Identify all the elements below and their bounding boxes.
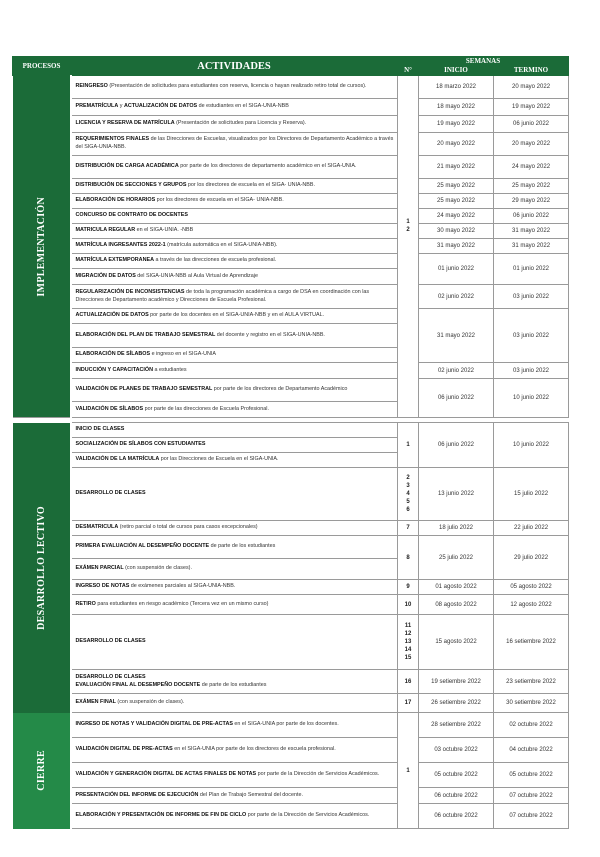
activity-title: VALIDACIÓN DE LA MATRÍCULA — [75, 456, 160, 463]
start-date — [419, 379, 494, 418]
activity-description: y — [118, 103, 124, 110]
week-number: 17 — [404, 700, 412, 706]
start-date — [419, 179, 494, 194]
table-row — [13, 615, 569, 670]
end-date-text: 20 mayo 2022 — [512, 141, 551, 147]
activity-cell — [71, 402, 398, 418]
end-date — [494, 694, 569, 713]
start-date-text: 28 setiembre 2022 — [431, 722, 481, 728]
end-date — [494, 254, 569, 285]
start-date-text: 01 agosto 2022 — [435, 584, 477, 590]
activity-title: SOCIALIZACIÓN DE SÍLABOS CON ESTUDIANTES — [75, 441, 206, 448]
activity-title: DESARROLLO DE CLASES — [75, 638, 146, 645]
activity-description: del SIGA-UNIA-NBB al Aula Virtual de Aprendizaje — [135, 272, 258, 279]
activity-cell — [71, 76, 398, 99]
week-number-cell — [398, 521, 419, 536]
activity-cell — [71, 224, 398, 239]
activity-title: VALIDACIÓN DIGITAL DE PRE-ACTAS — [75, 746, 173, 753]
start-date — [419, 423, 494, 468]
table-row — [13, 763, 569, 788]
table-row — [13, 468, 569, 521]
start-date — [419, 804, 494, 829]
start-date — [419, 209, 494, 224]
week-number: 16 — [404, 678, 412, 685]
activity-description: (Presentación de solicitudes para estudiantes con reserva, licencia o hayan realizado retiro total de cursos). — [107, 83, 367, 90]
activity-description: de parte de los estudiantes — [200, 681, 267, 688]
activity-title-2: EVALUACIÓN FINAL AL DESEMPEÑO DOCENTE — [75, 681, 201, 688]
activity-title: DESMATRICULA — [75, 524, 119, 531]
activity-description: de toda la programación académica a cargo de DSA en coordinación con las Direcciones de Departamento académico y Direcciones de Escuela Profesional. — [75, 288, 370, 303]
start-date-text: 05 octubre 2022 — [434, 772, 478, 778]
activity-cell — [71, 788, 398, 804]
header-actividades: ACTIVIDADES — [71, 57, 398, 76]
end-date-text: 03 junio 2022 — [512, 293, 550, 300]
activity-cell — [71, 363, 398, 379]
end-date — [494, 285, 569, 309]
activity-title: VALIDACIÓN DE SÍLABOS — [75, 405, 144, 412]
activity-cell — [71, 324, 398, 348]
activity-title: ELABORACIÓN Y PRESENTACIÓN DE INFORME DE FIN DE CICLO — [75, 812, 247, 819]
activity-description: por parte de los docentes en el SIGA-UNIA-NBB y en el AULA VIRTUAL. — [148, 312, 325, 319]
activity-description: por parte de las direcciones de Escuela Profesional. — [143, 405, 269, 412]
end-date — [494, 99, 569, 116]
activity-cell — [71, 453, 398, 468]
activity-cell — [71, 379, 398, 402]
activity-title: CONCURSO DE CONTRATO DE DOCENTES — [75, 212, 188, 219]
table-row — [13, 738, 569, 763]
start-date-text: 13 junio 2022 — [437, 491, 475, 497]
table-row — [13, 76, 569, 99]
end-date-text: 20 mayo 2022 — [512, 84, 551, 90]
start-date — [419, 580, 494, 595]
table-row — [13, 521, 569, 536]
start-date — [419, 224, 494, 239]
activity-description: del Plan de Trabajo Semestral del docente. — [198, 791, 303, 798]
week-number: 1 — [406, 442, 410, 448]
end-date — [494, 615, 569, 670]
start-date — [419, 763, 494, 788]
activity-title: MIGRACIÓN DE DATOS — [75, 272, 136, 279]
week-number-cell — [398, 536, 419, 580]
table-row — [13, 580, 569, 595]
end-date — [494, 76, 569, 99]
end-date-text: 15 julio 2022 — [514, 491, 549, 497]
start-date-text: 01 junio 2022 — [437, 266, 475, 272]
activity-cell — [71, 239, 398, 254]
table-row — [13, 363, 569, 379]
activity-description: e ingreso en el SIGA-UNIA — [150, 351, 216, 358]
activity-cell — [71, 738, 398, 763]
activity-cell — [71, 99, 398, 116]
activity-description: de las Direcciones de Escuelas, visualizados por los Directores de Departamento Académico a través del SIGA-UNIA-NBB. — [75, 136, 394, 150]
activity-title: INGRESO DE NOTAS — [75, 583, 130, 590]
activity-title: REQUERIMIENTOS FINALES — [75, 136, 150, 143]
table-row — [13, 156, 569, 179]
activity-cell — [71, 521, 398, 536]
activity-description: del docente y registro en el SIGA-UNIA-NBB. — [215, 331, 325, 338]
start-date — [419, 116, 494, 133]
activity-cell — [71, 713, 398, 738]
start-date — [419, 285, 494, 309]
start-date-text: 31 mayo 2022 — [436, 243, 476, 249]
week-number-cell — [398, 468, 419, 521]
start-date — [419, 239, 494, 254]
week-number-cell — [398, 713, 419, 829]
start-date-text: 21 mayo 2022 — [436, 164, 476, 170]
process-label: DESARROLLO LECTIVO — [35, 505, 47, 630]
end-date — [494, 363, 569, 379]
end-date — [494, 194, 569, 209]
process-label: CIERRE — [35, 750, 47, 791]
activity-cell — [71, 254, 398, 269]
schedule-table-wrapper — [12, 56, 568, 829]
activity-cell — [71, 595, 398, 615]
start-date-text: 15 agosto 2022 — [435, 639, 477, 645]
header-numero: N° — [398, 66, 419, 76]
start-date-text: 31 mayo 2022 — [436, 332, 476, 339]
start-date-text: 18 marzo 2022 — [435, 84, 477, 90]
activity-description: a estudiantes — [152, 366, 187, 373]
start-date-text: 18 julio 2022 — [438, 525, 474, 531]
activity-description: por los directores de escuela en el SIGA- UNIA-NBB. — [186, 182, 315, 189]
end-date — [494, 379, 569, 418]
activity-cell — [71, 194, 398, 209]
week-number-cell — [398, 595, 419, 615]
end-date-text: 03 junio 2022 — [512, 332, 550, 339]
end-date-text: 01 junio 2022 — [512, 266, 550, 272]
week-number: 7 — [406, 525, 410, 531]
end-date-text: 05 agosto 2022 — [510, 584, 552, 590]
end-date — [494, 179, 569, 194]
activity-description: para estudiantes en riesgo académico (Tercera vez en un mismo curso) — [95, 600, 269, 607]
start-date — [419, 738, 494, 763]
activity-cell — [71, 179, 398, 194]
activity-cell — [71, 559, 398, 580]
table-body — [13, 76, 569, 829]
table-row — [13, 670, 569, 694]
week-number: 10 — [404, 601, 412, 608]
table-row — [13, 285, 569, 309]
process-label-cell — [13, 423, 71, 713]
week-number: 1 2 — [406, 219, 410, 233]
activity-title: INICIO DE CLASES — [75, 426, 125, 433]
activity-title: VALIDACIÓN Y GENERACIÓN DIGITAL DE ACTAS FINALES DE NOTAS — [75, 771, 257, 778]
table-row — [13, 713, 569, 738]
end-date — [494, 156, 569, 179]
activity-cell — [71, 580, 398, 595]
activity-description: (con suspensión de clases). — [123, 565, 192, 572]
start-date — [419, 713, 494, 738]
start-date-text: 06 junio 2022 — [437, 442, 475, 448]
activity-cell — [71, 536, 398, 559]
activity-title: MATRICULA REGULAR — [75, 227, 136, 234]
table-row — [13, 254, 569, 269]
start-date — [419, 670, 494, 694]
table-row — [13, 239, 569, 254]
activity-title: LICENCIA Y RESERVA DE MATRÍCULA — [75, 120, 175, 127]
end-date-text: 19 mayo 2022 — [512, 104, 551, 110]
activity-cell — [71, 670, 398, 694]
end-date-text: 22 julio 2022 — [514, 525, 549, 531]
end-date — [494, 116, 569, 133]
process-label-cell — [13, 713, 71, 829]
activity-title: DISTRIBUCIÓN DE SECCIONES Y GRUPOS — [75, 182, 187, 189]
week-number: 1 — [406, 767, 410, 774]
end-date — [494, 468, 569, 521]
start-date — [419, 133, 494, 156]
activity-cell — [71, 156, 398, 179]
activity-cell — [71, 133, 398, 156]
header-row-1 — [13, 57, 569, 66]
start-date — [419, 309, 494, 363]
activity-cell — [71, 209, 398, 224]
end-date-text: 03 junio 2022 — [512, 367, 550, 374]
start-date-text: 02 junio 2022 — [437, 367, 475, 374]
start-date-text: 18 mayo 2022 — [436, 104, 476, 110]
activity-cell — [71, 285, 398, 309]
end-date-text: 04 octubre 2022 — [509, 747, 553, 753]
start-date — [419, 595, 494, 615]
activity-title: REINGRESO — [75, 83, 108, 90]
activity-description: (Presentación de solicitudes para Licencia y Reserva). — [174, 120, 307, 127]
week-number-cell — [398, 670, 419, 694]
start-date-text: 06 octubre 2022 — [434, 792, 478, 799]
start-date-text: 02 junio 2022 — [437, 293, 475, 300]
week-number-cell — [398, 76, 419, 418]
end-date-text: 07 octubre 2022 — [509, 813, 553, 819]
end-date-text: 02 octubre 2022 — [509, 722, 553, 728]
header-semanas: SEMANAS — [398, 57, 569, 66]
activity-title: EXÁMEN FINAL — [75, 699, 116, 706]
end-date-text: 10 junio 2022 — [512, 395, 550, 401]
end-date — [494, 763, 569, 788]
week-number-cell — [398, 580, 419, 595]
end-date — [494, 309, 569, 363]
header-termino: TERMINO — [494, 66, 569, 76]
table-row — [13, 224, 569, 239]
process-label-cell — [13, 76, 71, 418]
activity-cell — [71, 694, 398, 713]
end-date-text: 31 mayo 2022 — [512, 228, 551, 234]
end-date — [494, 713, 569, 738]
end-date-text: 06 junio 2022 — [512, 121, 550, 127]
start-date-text: 06 junio 2022 — [437, 395, 475, 401]
table-row — [13, 595, 569, 615]
week-number-cell — [398, 423, 419, 468]
start-date — [419, 363, 494, 379]
end-date — [494, 536, 569, 580]
activity-description: en el SIGA-UNIA. -NBB — [135, 227, 194, 234]
activity-title: INGRESO DE NOTAS Y VALIDACIÓN DIGITAL DE PRE-ACTAS — [75, 721, 233, 728]
activity-description: de exámenes parciales al SIGA-UNIA-NBB. — [129, 583, 236, 590]
activity-description: en el SIGA-UNIA por parte de los directores de escuela profesional. — [172, 746, 336, 753]
activity-title: DESARROLLO DE CLASES — [75, 673, 146, 680]
end-date — [494, 788, 569, 804]
table-row — [13, 209, 569, 224]
end-date-text: 16 setiembre 2022 — [506, 639, 556, 645]
start-date — [419, 254, 494, 285]
end-date — [494, 738, 569, 763]
activity-title: ACTUALIZACIÓN DE DATOS — [75, 312, 149, 319]
activity-cell — [71, 423, 398, 438]
table-row — [13, 179, 569, 194]
activity-description: por parte de los directores de departamento académico en el SIGA-UNIA. — [178, 163, 357, 170]
start-date — [419, 99, 494, 116]
activity-description: por parte de los directores de Departamento Académico — [212, 386, 348, 393]
end-date-text: 07 octubre 2022 — [509, 792, 553, 799]
activity-description: (matrícula automática en el SIGA-UNIA-NBB). — [165, 242, 278, 249]
activity-title-2: ACTUALIZACIÓN DE DATOS — [123, 103, 198, 110]
table-row — [13, 804, 569, 829]
table-row — [13, 788, 569, 804]
activity-title: ELABORACIÓN DE SÍLABOS — [75, 351, 151, 358]
end-date-text: 05 octubre 2022 — [509, 772, 553, 778]
table-row — [13, 536, 569, 559]
table-row — [13, 694, 569, 713]
activity-description-2: de estudiantes en el SIGA-UNIA-NBB — [197, 103, 289, 110]
activity-description: por parte de la Dirección de Servicios Académicos. — [256, 771, 380, 778]
end-date — [494, 521, 569, 536]
activity-title: PREMATRÍCULA — [75, 103, 119, 110]
end-date — [494, 670, 569, 694]
week-number-cell — [398, 615, 419, 670]
end-date-text: 10 junio 2022 — [512, 442, 550, 448]
end-date-text: 12 agosto 2022 — [510, 601, 552, 608]
end-date — [494, 239, 569, 254]
start-date-text: 25 mayo 2022 — [436, 198, 476, 204]
activity-title: DESARROLLO DE CLASES — [75, 490, 146, 497]
week-number: 9 — [406, 584, 410, 590]
end-date-text: 23 setiembre 2022 — [506, 678, 556, 685]
start-date-text: 25 julio 2022 — [438, 554, 474, 561]
end-date — [494, 423, 569, 468]
week-number: 8 — [406, 554, 410, 561]
activity-cell — [71, 348, 398, 363]
table-row — [13, 309, 569, 324]
activity-title: MATRÍCULA EXTEMPORANEA — [75, 257, 154, 264]
week-number: 11 12 13 14 15 — [404, 623, 412, 661]
start-date — [419, 521, 494, 536]
end-date-text: 29 mayo 2022 — [512, 198, 551, 204]
header-inicio: INICIO — [419, 66, 494, 76]
table-row — [13, 133, 569, 156]
activity-description: de parte de los estudiantes — [209, 543, 276, 550]
activity-cell — [71, 309, 398, 324]
end-date-text: 30 setiembre 2022 — [506, 700, 556, 706]
end-date — [494, 595, 569, 615]
activity-title: INDUCCIÓN Y CAPACITACIÓN — [75, 366, 153, 373]
activity-cell — [71, 269, 398, 285]
table-row — [13, 423, 569, 438]
activity-description: (con suspensión de clases). — [115, 699, 185, 706]
activity-description: a través de las direcciones de escuela profesional. — [153, 257, 277, 264]
start-date-text: 24 mayo 2022 — [436, 213, 476, 219]
activity-title: MATRÍCULA INGRESANTES 2022-1 — [75, 242, 166, 249]
process-label: IMPLEMENTACIÓN — [35, 196, 47, 297]
activity-description: por las Direcciones de Escuela en el SIGA-UNIA. — [159, 456, 279, 463]
start-date-text: 19 mayo 2022 — [436, 121, 476, 127]
start-date — [419, 615, 494, 670]
table-row — [13, 99, 569, 116]
activity-description: en el SIGA-UNIA por parte de los docentes. — [232, 721, 339, 728]
start-date — [419, 194, 494, 209]
start-date-text: 26 setiembre 2022 — [431, 700, 481, 706]
activity-title: PRESENTACIÓN DEL INFORME DE EJECUCIÓN — [75, 791, 199, 798]
activity-title: DISTRIBUCIÓN DE CARGA ACADÉMICA — [75, 163, 179, 170]
activity-description: (retiro parcial o total de cursos para casos excepcionales) — [118, 524, 258, 531]
start-date-text: 19 setiembre 2022 — [431, 678, 481, 685]
activity-title: ELABORACIÓN DEL PLAN DE TRABAJO SEMESTRAL — [75, 331, 216, 338]
start-date-text: 30 mayo 2022 — [436, 228, 476, 234]
table-row — [13, 116, 569, 133]
start-date — [419, 156, 494, 179]
end-date — [494, 580, 569, 595]
end-date — [494, 133, 569, 156]
start-date — [419, 788, 494, 804]
start-date-text: 06 octubre 2022 — [434, 813, 478, 819]
end-date-text: 29 julio 2022 — [514, 554, 549, 561]
activity-cell — [71, 116, 398, 133]
activity-title: RETIRO — [75, 600, 96, 607]
activity-title: EXÁMEN PARCIAL — [75, 565, 124, 572]
end-date-text: 24 mayo 2022 — [512, 164, 551, 170]
end-date-text: 25 mayo 2022 — [512, 183, 551, 189]
start-date-text: 08 agosto 2022 — [435, 601, 477, 608]
end-date-text: 06 junio 2022 — [512, 213, 550, 219]
activity-description: por parte de la Dirección de Servicios Académicos. — [246, 812, 370, 819]
end-date — [494, 209, 569, 224]
start-date — [419, 468, 494, 521]
start-date — [419, 76, 494, 99]
week-number: 2 3 4 5 6 — [406, 475, 410, 513]
activity-description: por los directores de escuela en el SIGA- UNIA-NBB. — [155, 197, 284, 204]
activity-cell — [71, 468, 398, 521]
academic-calendar-table — [12, 56, 569, 829]
activity-cell — [71, 615, 398, 670]
activity-cell — [71, 804, 398, 829]
header-procesos: PROCESOS — [13, 57, 71, 76]
activity-title: PRIMERA EVALUACIÓN AL DESEMPEÑO DOCENTE — [75, 543, 210, 550]
start-date-text: 20 mayo 2022 — [436, 141, 476, 147]
table-row — [13, 194, 569, 209]
end-date — [494, 224, 569, 239]
table-row — [13, 379, 569, 402]
activity-cell — [71, 438, 398, 453]
end-date — [494, 804, 569, 829]
start-date-text: 25 mayo 2022 — [436, 183, 476, 189]
activity-title: REGULARIZACIÓN DE INCONSISTENCIAS — [75, 288, 185, 295]
activity-title: VALIDACIÓN DE PLANES DE TRABAJO SEMESTRAL — [75, 386, 213, 393]
start-date — [419, 694, 494, 713]
start-date-text: 03 octubre 2022 — [434, 747, 478, 753]
activity-cell — [71, 763, 398, 788]
week-number-cell — [398, 694, 419, 713]
end-date-text: 31 mayo 2022 — [512, 243, 551, 249]
activity-title: ELABORACIÓN DE HORARIOS — [75, 197, 156, 204]
start-date — [419, 536, 494, 580]
